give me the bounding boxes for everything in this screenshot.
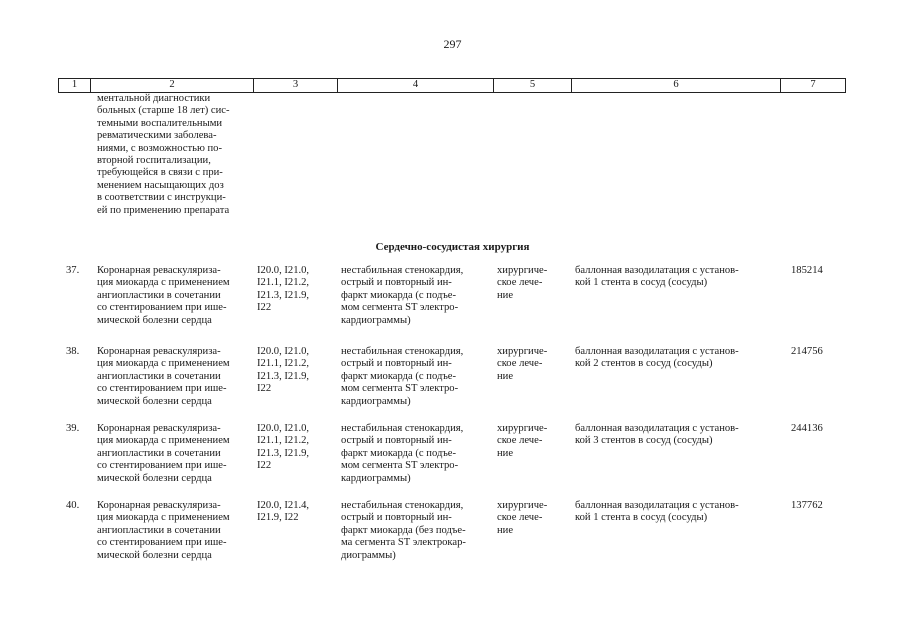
row-cost: 185214 bbox=[791, 265, 823, 276]
row-method: баллонная вазодилатация с установ- кой 1 стента в сосуд (сосуды) bbox=[575, 265, 739, 289]
row-codes: I20.0, I21.0, I21.1, I21.2, I21.3, I21.9, I22 bbox=[257, 346, 310, 395]
header-col-1: 1 bbox=[58, 79, 90, 92]
row-number: 40. bbox=[66, 500, 80, 511]
row-codes: I20.0, I21.4, I21.9, I22 bbox=[257, 500, 310, 524]
header-col-3: 3 bbox=[253, 79, 337, 92]
row-name: Коронарная реваскуляриза- ция миокарда с применением ангиопластики в сочетании со стентированием при ише- мической болезни сердца bbox=[97, 423, 230, 484]
header-col-2: 2 bbox=[90, 79, 253, 92]
row-codes: I20.0, I21.0, I21.1, I21.2, I21.3, I21.9, I22 bbox=[257, 423, 310, 472]
continued-row-text: ментальной диагностики больных (старше 18 лет) сис- темными воспалительными ревматическими заболева- ниями, с возможностью по- вторной госпитализации, требующейся в связи с при- менением насыщающих доз в соответствии с инструкци- ей по применению препарата bbox=[97, 93, 230, 216]
row-method: баллонная вазодилатация с установ- кой 2 стентов в сосуд (сосуды) bbox=[575, 346, 739, 370]
row-model: нестабильная стенокардия, острый и повторный ин- фаркт миокарда (без подъе- ма сегмента ST электрокар- диограммы) bbox=[341, 500, 466, 561]
row-number: 37. bbox=[66, 265, 80, 276]
header-col-6: 6 bbox=[571, 79, 780, 92]
header-col-4: 4 bbox=[337, 79, 493, 92]
row-model: нестабильная стенокардия, острый и повторный ин- фаркт миокарда (с подъе- мом сегмента ST электро- кардиограммы) bbox=[341, 346, 464, 407]
row-treatment: хирургиче- ское лече- ние bbox=[497, 346, 548, 382]
row-cost: 244136 bbox=[791, 423, 823, 434]
row-name: Коронарная реваскуляриза- ция миокарда с применением ангиопластики в сочетании со стентированием при ише- мической болезни сердца bbox=[97, 346, 230, 407]
row-method: баллонная вазодилатация с установ- кой 1 стента в сосуд (сосуды) bbox=[575, 500, 739, 524]
row-codes: I20.0, I21.0, I21.1, I21.2, I21.3, I21.9, I22 bbox=[257, 265, 310, 314]
row-name: Коронарная реваскуляриза- ция миокарда с применением ангиопластики в сочетании со стентированием при ише- мической болезни сердца bbox=[97, 500, 230, 561]
row-cost: 137762 bbox=[791, 500, 823, 511]
table-header-row bbox=[58, 78, 846, 93]
row-number: 39. bbox=[66, 423, 80, 434]
section-title: Сердечно-сосудистая хирургия bbox=[375, 241, 530, 253]
row-treatment: хирургиче- ское лече- ние bbox=[497, 265, 548, 301]
row-name: Коронарная реваскуляриза- ция миокарда с применением ангиопластики в сочетании со стентированием при ише- мической болезни сердца bbox=[97, 265, 230, 326]
header-col-5: 5 bbox=[493, 79, 571, 92]
row-treatment: хирургиче- ское лече- ние bbox=[497, 500, 548, 536]
row-cost: 214756 bbox=[791, 346, 823, 357]
page-number: 297 bbox=[443, 37, 462, 51]
row-number: 38. bbox=[66, 346, 80, 357]
row-method: баллонная вазодилатация с установ- кой 3 стентов в сосуд (сосуды) bbox=[575, 423, 739, 447]
row-model: нестабильная стенокардия, острый и повторный ин- фаркт миокарда (с подъе- мом сегмента ST электро- кардиограммы) bbox=[341, 423, 464, 484]
row-model: нестабильная стенокардия, острый и повторный ин- фаркт миокарда (с подъе- мом сегмента ST электро- кардиограммы) bbox=[341, 265, 464, 326]
row-treatment: хирургиче- ское лече- ние bbox=[497, 423, 548, 459]
header-col-7: 7 bbox=[780, 79, 846, 92]
